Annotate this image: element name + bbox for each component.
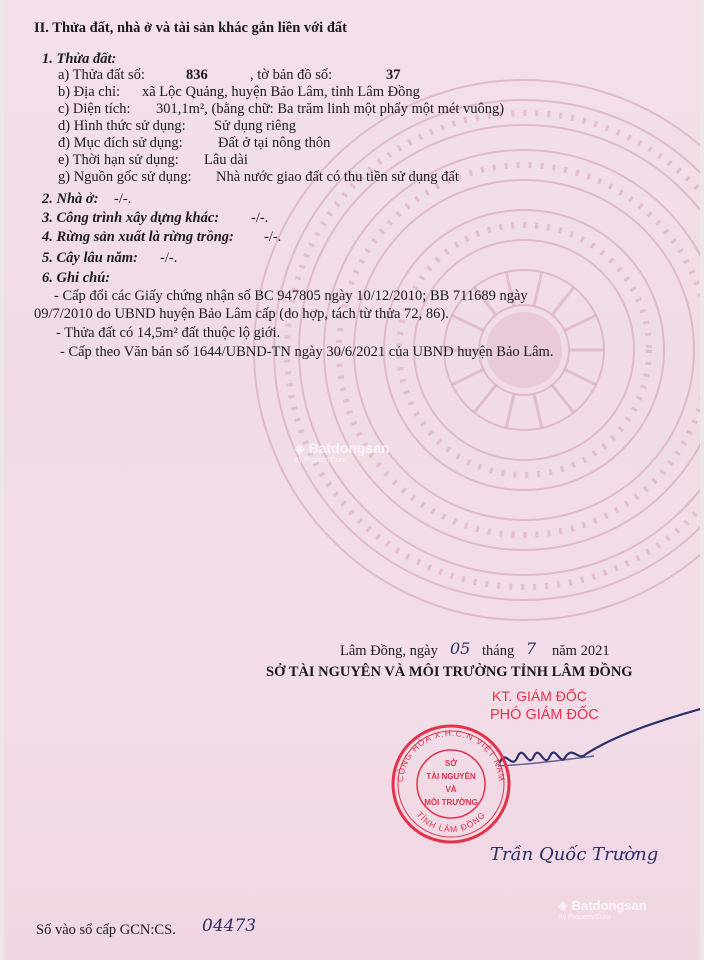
- use-term-value: Lâu dài: [204, 152, 248, 168]
- stamp-bottom-text: TỈNH LÂM ĐỒNG: [414, 809, 488, 835]
- watermark-corner: [558, 898, 647, 921]
- use-term-label: e) Thời hạn sử dụng:: [58, 152, 179, 168]
- other-construction-heading: 3. Công trình xây dựng khác:: [42, 210, 220, 226]
- use-origin-value: Nhà nước giao đất có thu tiền sử dụng đất: [216, 169, 459, 185]
- note-3: - Cấp theo Văn bản số 1644/UBND-TN ngày 30/6/2021 của UBND huyện Bảo Lâm.: [60, 344, 554, 360]
- watermark-center: [294, 440, 390, 464]
- stamp-center-line-2: TÀI NGUYÊN: [426, 772, 476, 781]
- house-heading: 2. Nhà ở:: [42, 191, 99, 207]
- certificate-page: [4, 0, 700, 960]
- stamp-center-line-4: MÔI TRƯỜNG: [424, 798, 478, 807]
- use-origin-label: g) Nguồn gốc sử dụng:: [58, 169, 192, 185]
- watermark-brand: Batdongsan: [571, 898, 647, 913]
- note-1-line-1: - Cấp đổi các Giấy chứng nhận số BC 947805 ngày 10/12/2010; BB 711689 ngày: [54, 288, 528, 304]
- registry-number: 04473: [202, 916, 257, 936]
- area-label: c) Diện tích:: [58, 101, 131, 117]
- planted-forest-heading: 4. Rừng sản xuất là rừng trồng:: [42, 229, 234, 245]
- planted-forest-value: -/-.: [264, 229, 282, 245]
- map-sheet-value: 37: [386, 67, 401, 83]
- issuing-agency: SỞ TÀI NGUYÊN VÀ MÔI TRƯỜNG TỈNH LÂM ĐỒNG: [266, 664, 633, 680]
- signature-scribble: [494, 700, 700, 800]
- date-prefix: Lâm Đồng, ngày: [340, 643, 438, 659]
- signer-name: Trần Quốc Trường: [490, 844, 659, 865]
- house-value: -/-.: [114, 191, 132, 207]
- registry-label: Số vào sổ cấp GCN:CS.: [36, 922, 176, 938]
- section-title: II. Thửa đất, nhà ở và tài sản khác gắn liền với đất: [34, 20, 347, 36]
- date-day: 05: [450, 639, 471, 658]
- kt-director-title: KT. GIÁM ĐỐC: [492, 688, 587, 704]
- use-form-value: Sử dụng riêng: [214, 118, 296, 134]
- official-stamp: [389, 722, 513, 846]
- perennial-trees-heading: 5. Cây lâu năm:: [42, 250, 138, 266]
- other-construction-value: -/-.: [251, 210, 269, 226]
- watermark-logo-icon: ◈: [294, 440, 309, 456]
- address-value: xã Lộc Quảng, huyện Bảo Lâm, tỉnh Lâm Đồng: [142, 84, 420, 100]
- date-month: 7: [526, 639, 537, 658]
- address-label: b) Địa chỉ:: [58, 84, 121, 100]
- plot-number-label: a) Thửa đất số:: [58, 67, 145, 83]
- use-form-label: d) Hình thức sử dụng:: [58, 118, 186, 134]
- month-label: tháng: [482, 643, 515, 659]
- stamp-center-line-3: VÀ: [445, 785, 457, 794]
- land-plot-heading: 1. Thửa đất:: [42, 51, 117, 67]
- plot-number-value: 836: [186, 67, 208, 83]
- map-sheet-label: , tờ bản đồ số:: [250, 67, 333, 83]
- watermark-brand: Batdongsan: [308, 440, 390, 456]
- stamp-outer-text: CỘNG HÒA X.H.C.N VIỆT NAM: [394, 727, 508, 783]
- use-purpose-label: đ) Mục đích sử dụng:: [58, 135, 183, 151]
- use-purpose-value: Đất ở tại nông thôn: [218, 135, 331, 151]
- watermark-logo-icon: ◈: [558, 898, 572, 913]
- watermark-sub: By PropertyGuru: [558, 914, 611, 921]
- notes-heading: 6. Ghi chú:: [42, 270, 111, 286]
- perennial-trees-value: -/-.: [160, 250, 178, 266]
- note-1-line-2: 09/7/2010 do UBND huyện Bảo Lâm cấp (do hợp, tách từ thửa 72, 86).: [34, 306, 449, 322]
- note-2: - Thửa đất có 14,5m² đất thuộc lộ giới.: [56, 325, 281, 341]
- stamp-center-line-1: SỞ: [444, 759, 458, 768]
- year-label: năm 2021: [552, 643, 610, 659]
- deputy-director-title: PHÓ GIÁM ĐỐC: [490, 707, 599, 723]
- watermark-sub: By PropertyGuru: [294, 457, 347, 464]
- area-value: 301,1m², (bằng chữ: Ba trăm linh một phẩy một mét vuông): [156, 101, 505, 117]
